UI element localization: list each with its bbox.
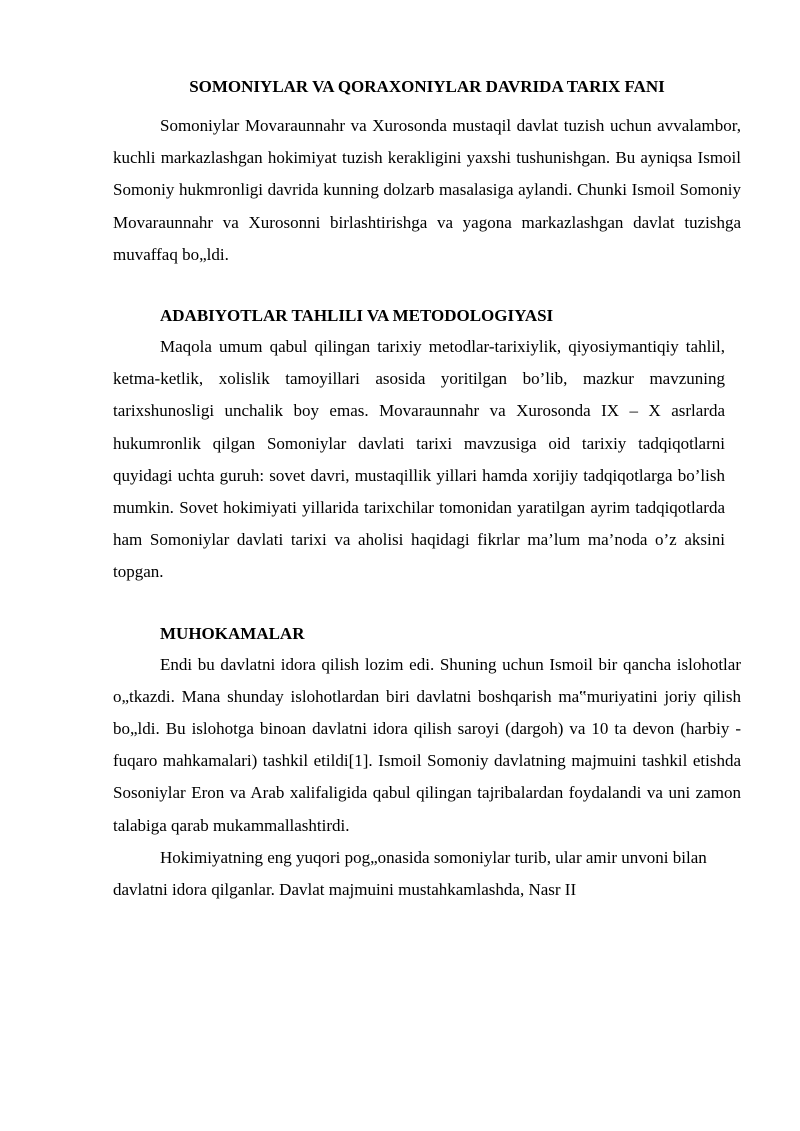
discussion-paragraph-1: Endi bu davlatni idora qilish lozim edi. Shuning uchun Ismoil bir qancha islohotlar o„tkazdi. Mana shunday islohotlardan biri davlatni boshqarish ma‟muriyatini joriy qilish bo„ldi. Bu islohotga binoan davlatni idora qilish saroyi (dargoh) va 10 ta devon (harbiy -fuqaro mahkamalari) tashkil etildi[1]. Ismoil Somoniy davlatning majmuini tashkil etishda Sosoniylar Eron va Arab xalifaligida qabul qilingan tajribalardan foydalandi va uni zamon talabiga qarab mukammallashtirdi. — [113, 654, 741, 835]
discussion-paragraph-2: Hokimiyatning eng yuqori pog„onasida somoniylar turib, ular amir unvoni bilan davlatni idora qilganlar. Davlat majmuini mustahkamlashda, Nasr II — [113, 847, 707, 900]
document-body — [113, 72, 741, 906]
literature-review-paragraph: Maqola umum qabul qilingan tarixiy metodlar-tarixiylik, qiyosiymantiqiy tahlil, ketma-ketlik, xolislik tamoyillari asosida yoritilgan bo’lib, mazkur mavzuning tarixshunosligi unchalik boy emas. Movaraunnahr va Xurosonda IX – X asrlarda hukumronlik qilgan Somoniylar davlati tarixi mavzusiga oid tarixiy tadqiqotlarni quyidagi uchta guruh: sovet davri, mustaqillik yillari hamda xorijiy tadqiqotlarga bo’lish mumkin. Sovet hokimiyati yillarida tarixchilar tomonidan yaratilgan ayrim tadqiqotlarda ham Somoniylar davlati tarixi va aholisi haqidagi fikrlar ma’lum ma’noda o’z aksini topgan. — [113, 337, 725, 582]
section-heading-literature-review: ADABIYOTLAR TAHLILI VA METODOLOGIYASI — [160, 306, 554, 326]
section-spacer — [113, 271, 741, 301]
intro-paragraph: Somoniylar Movaraunnahr va Xurosonda mustaqil davlat tuzish uchun avvalambor, kuchli markazlashgan hokimiyat tuzish kerakligini yaxshi tushunishgan. Bu ayniqsa Ismoil Somoniy hukmronligi davrida kunning dolzarb masalasiga aylandi. Chunki Ismoil Somoniy Movaraunnahr va Xurosonni birlashtirishga va yagona markazlashgan davlat tuzishga muvaffaq bo„ldi. — [113, 116, 741, 264]
section-spacer — [113, 589, 741, 619]
section-heading-discussion: MUHOKAMALAR — [160, 623, 305, 643]
document-title: SOMONIYLAR VA QORAXONIYLAR DAVRIDA TARIX FANI — [189, 77, 665, 96]
